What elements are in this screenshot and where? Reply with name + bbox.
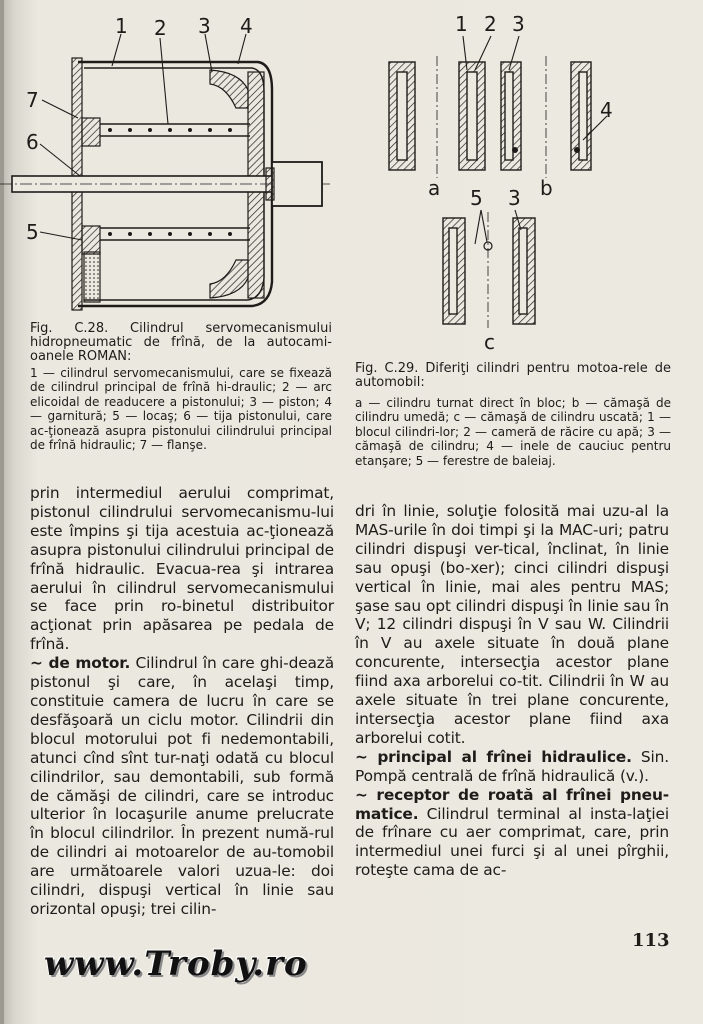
site-watermark: www.Troby.ro [44,944,308,984]
fig29-legend: a — cilindru turnat direct în bloc; b — cămaşă de cilindru umedă; c — cămaşă de cilindru uscată; 1 — blocul cilindri-lor; 2 — cameră de răcire cu apă; 3 — cămaşă de cilindru; 4 — inele de cauciuc pentru etanşare; 5 — ferestre de baleiaj. [355,396,671,468]
fig28-callout-2: 2 [154,16,167,40]
entry-text-motor: Cilindrul în care ghi-dează pistonul şi care, în acelaşi timp, constituie camera de lucru în care se desfăşoară un ciclu motor. Cilindrii din blocul motorului pot fi nedemontabili, atunci cînd sînt tur-naţi odată cu blocul cilindrilor, sau demontabili, sub formă de cămăşi de cilindri, care se introduc ulterior în locaşurile anume prelucrate în blocul cilindrilor. În prezent numă-rul de cilindri ai motoarelor de au-tomobil are următoarele valori uzua-le: doi cilindri, dispuşi vertical în linie sau orizontal opuşi; trei cilin- [30,654,335,918]
right-paragraph-2 [355,748,669,786]
fig28-caption: Fig. C.28. Cilindrul servomecanismului hidropneumatic de frînă, de la autocami-oanele ROMAN: [30,321,332,364]
entry-text-receptor: Cilindrul terminal al insta-laţiei de frînare cu aer comprimat, care, prin intermediul unei furci şi al unei pîrghii, roteşte cama de ac- [355,804,669,880]
fig29-callout-3: 3 [512,12,525,36]
entry-heading-receptor: ~ receptor de roată al frînei pneu-matice. [355,785,669,823]
fig28-callout-3: 3 [198,14,211,38]
fig28-callout-6: 6 [26,130,39,154]
fig28-callout-4: 4 [240,14,253,38]
fig28-callout-5: 5 [26,220,39,244]
right-paragraph-3 [355,786,669,881]
figure-c28-drawing [0,0,330,320]
left-column [30,484,334,919]
fig29-label-c: c [484,330,495,354]
figure-c29-drawing [375,0,675,330]
entry-text-principal: Sin. Pompă centrală de frînă hidraulică (v.). [355,747,669,785]
fig29-label-a: a [428,176,441,200]
fig28-callout-7: 7 [26,88,39,112]
right-column [355,502,669,880]
fig28-legend: 1 — cilindrul servomecanismului, care se fixează de cilindrul principal de frînă hi-draulic; 2 — arc elicoidal de readucere a pistonului; 3 — piston; 4 — garnitură; 5 — locaş; 6 — tija pistonului, care ac-ţionează asupra pistonului cilindrului principal de frînă hidraulic; 7 — flanşe. [30,366,332,453]
fig29-callout-3b: 3 [508,186,521,210]
fig29-label-b: b [540,176,553,200]
fig29-caption: Fig. C.29. Diferiţi cilindri pentru motoa-rele de automobil: [355,361,671,390]
fig28-callout-1: 1 [115,14,128,38]
right-paragraph-1: dri în linie, soluţie folosită mai uzu-al la MAS-urile în doi timpi şi la MAC-uri; patru cilindri dispuşi ver-tical, înclinat, în linie sau opuşi (bo-xer); cinci cilindri dispuşi vertical în linie, mai ales pentru MAS; şase sau opt cilindri dispuşi în linie sau în V; 12 cilindri dispuşi în V sau W. Cilindrii în V au axele situate în două plane concurente, intersecţia acestor plane fiind axa arborelui co-tit. Cilindrii în W au axele situate în trei plane concurente, intersecţia acestor plane fiind axa arborelui cotit. [355,502,669,747]
fig29-callout-1: 1 [455,12,468,36]
left-paragraph-2 [30,654,334,919]
fig29-callout-5: 5 [470,186,483,210]
page-number: 113 [632,930,670,951]
left-paragraph-1: prin intermediul aerului comprimat, pistonul cilindrului servomecanismu-lui este împins şi tija acestuia ac-ţionează asupra pistonului cilindrului principal de frînă hidraulic. Evacua-rea şi intrarea aerului în cilindrul servomecanismului se face prin ro-binetul distribuitor acţionat prin apăsarea pe pedala de frînă. [30,484,334,654]
entry-heading-principal: ~ principal al frînei hidraulice. [355,747,632,766]
fig29-callout-2: 2 [484,12,497,36]
fig29-callout-4: 4 [600,98,613,122]
entry-heading-motor: ~ de motor. [30,654,131,673]
